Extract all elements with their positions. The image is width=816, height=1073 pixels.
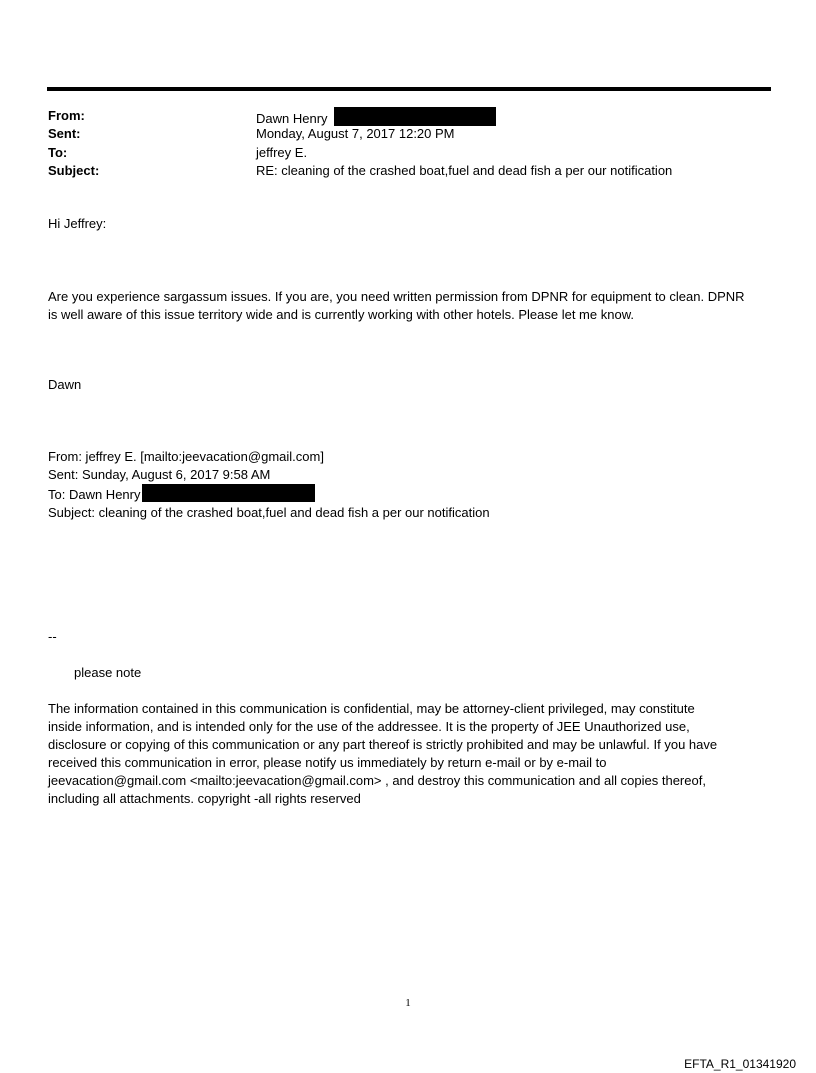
from-name: Dawn Henry (256, 111, 328, 126)
from-label: From: (48, 108, 85, 123)
disclaimer-line: jeevacation@gmail.com <mailto:jeevacation@gmail.com> , and destroy this communication and all copies thereof, (48, 773, 706, 788)
quoted-sent: Sent: Sunday, August 6, 2017 9:58 AM (48, 467, 271, 482)
redaction-box (334, 107, 496, 126)
subject-value: RE: cleaning of the crashed boat,fuel and dead fish a per our notification (256, 163, 673, 178)
disclaimer-line: including all attachments. copyright -all rights reserved (48, 791, 361, 806)
page-number: 1 (405, 997, 411, 1009)
quoted-subject: Subject: cleaning of the crashed boat,fuel and dead fish a per our notification (48, 505, 490, 520)
quoted-to-row (48, 484, 778, 504)
quoted-header (48, 448, 778, 522)
redaction-box (142, 484, 315, 502)
disclaimer-line: inside information, and is intended only for the use of the addressee. It is the property of JEE Unauthorized use, (48, 719, 690, 734)
please-note: please note (74, 665, 142, 680)
to-label: To: (48, 145, 68, 160)
signature-separator: -- (48, 629, 57, 644)
to-value: jeffrey E. (256, 145, 308, 160)
greeting: Hi Jeffrey: (48, 216, 107, 231)
body-line: Are you experience sargassum issues. If you are, you need written permission from DPNR for equipment to clean. DPNR (48, 289, 745, 304)
body-line: is well aware of this issue territory wide and is currently working with other hotels. Please let me know. (48, 307, 634, 322)
disclaimer-line: disclosure or copying of this communication or any part thereof is strictly prohibited and may be unlawful. If you have (48, 737, 718, 752)
bates-number: EFTA_R1_01341920 (684, 1057, 796, 1071)
disclaimer-line: received this communication in error, please notify us immediately by return e-mail or by e-mail to (48, 755, 607, 770)
body-paragraph (48, 288, 778, 324)
signoff: Dawn (48, 377, 82, 392)
quoted-to: To: Dawn Henry (48, 487, 141, 502)
sent-value: Monday, August 7, 2017 12:20 PM (256, 126, 455, 141)
disclaimer-line: The information contained in this communication is confidential, may be attorney-client privileged, may constitute (48, 701, 695, 716)
sent-label: Sent: (48, 126, 81, 141)
header-rule (47, 87, 771, 91)
disclaimer (48, 700, 778, 808)
quoted-from: From: jeffrey E. [mailto:jeevacation@gmail.com] (48, 449, 324, 464)
subject-label: Subject: (48, 163, 100, 178)
